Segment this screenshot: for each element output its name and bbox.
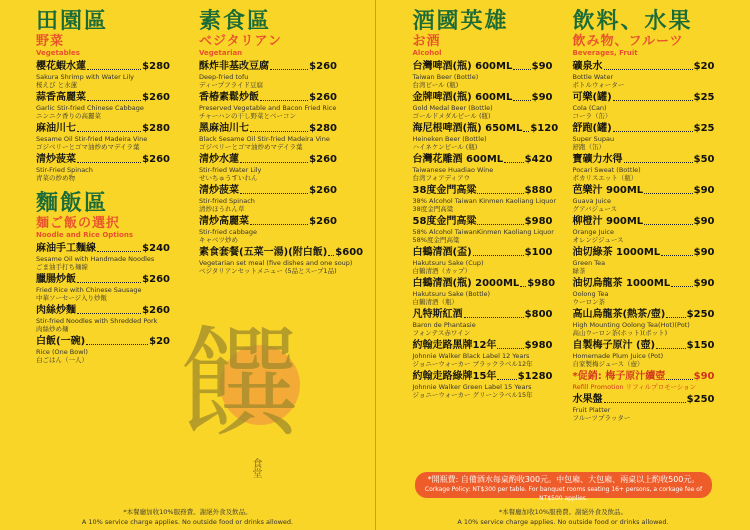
item-name: 臘腸炒飯 [36, 274, 76, 285]
menu-item-row [36, 274, 170, 286]
item-subtitle: 高山ウーロン茶(ホット)(ポット) [572, 329, 668, 337]
item-price: $150 [686, 340, 715, 351]
menu-item-row [573, 154, 715, 166]
item-subtitle: 青菜の炒め物 [36, 174, 75, 182]
leader-dots [656, 348, 686, 349]
item-price: $20 [693, 61, 715, 72]
leader-dots [497, 379, 516, 380]
item-name: 白鶴清酒(盃) [412, 247, 472, 258]
item-name: 白鶴清酒(瓶) 2000ML [412, 278, 520, 289]
menu-item-row [199, 123, 337, 135]
leader-dots [77, 282, 141, 283]
item-subtitle: Preserved Vegetable and Bacon Fried Rice [199, 104, 337, 112]
menu-item-row [573, 247, 715, 259]
item-subtitle: 自家製梅ジュース（壺） [572, 360, 644, 368]
item-subtitle: 台湾ビール (瓶) [412, 81, 459, 89]
leader-dots [497, 348, 523, 349]
item-subtitle: グアバジュース [572, 205, 618, 213]
menu-item [36, 92, 170, 120]
section-title-jp: ベジタリアン [199, 34, 282, 49]
item-subtitle: Vegetarian set meal (five dishes and one soup) [199, 259, 353, 267]
footer-note-cn: *本餐廳加收10%服務費。謝絕外食及飲品。 [123, 508, 252, 516]
menu-item [36, 61, 170, 89]
leader-dots [671, 286, 692, 287]
left-column-1 [36, 8, 170, 367]
item-subtitle: コーラ（缶） [572, 112, 612, 120]
item-subtitle: Deep-fried tofu [199, 73, 249, 81]
item-subtitle: キャベツ炒め [199, 236, 238, 244]
menu-item-row [413, 92, 553, 104]
item-price: $980 [524, 216, 553, 227]
item-subtitle: オレンジジュース [572, 236, 624, 244]
item-subtitle: Fried Rice with Chinese Sausage [36, 286, 142, 294]
menu-item [413, 247, 553, 275]
menu-item-row [199, 92, 337, 104]
item-price: $280 [309, 123, 337, 134]
item-subtitle: せいちゅうすいれん [199, 174, 258, 182]
leader-dots [270, 69, 308, 70]
item-price: $25 [693, 92, 715, 103]
item-name: 香椿素鬆炒飯 [199, 92, 259, 103]
item-price: $600 [335, 247, 364, 258]
menu-item [413, 154, 553, 182]
leader-dots [97, 251, 141, 252]
item-price: $260 [142, 274, 170, 285]
leader-dots [604, 69, 693, 70]
item-subtitle: Stir-Fried Spinach [36, 166, 93, 174]
menu-item-row [199, 61, 337, 73]
menu-item [573, 371, 715, 391]
menu-item-row [413, 154, 553, 166]
leader-dots [613, 100, 693, 101]
leader-dots [464, 317, 524, 318]
item-name: 清炒菠菜 [36, 154, 76, 165]
item-name: 高山烏龍茶(熱茶/壺) [572, 309, 666, 320]
item-name: 金牌啤酒(瓶) 600ML [412, 92, 513, 103]
item-price: $280 [142, 123, 170, 134]
menu-item-row [413, 340, 553, 352]
item-price: $100 [524, 247, 553, 258]
menu-section [199, 8, 364, 275]
menu-item [199, 216, 337, 244]
leader-dots [86, 344, 148, 345]
menu-item [199, 185, 337, 213]
item-subtitle: Fruit Platter [572, 406, 611, 414]
item-price: $280 [142, 61, 170, 72]
item-price: $980 [524, 340, 553, 351]
leader-dots [513, 69, 530, 70]
item-subtitle: Super Supau [572, 135, 615, 143]
menu-item-row [573, 371, 715, 383]
menu-item [573, 61, 715, 89]
leader-dots [477, 224, 523, 225]
menu-item [413, 61, 553, 89]
item-subtitle: ベジタリアンセットメニュー (5品とスープ1品) [199, 267, 337, 275]
item-name: *促銷: 梅子原汁續壺 [572, 371, 666, 382]
menu-item-row [36, 154, 170, 166]
item-subtitle: ゴジベリーとゴマ油炒めマデイラ葉 [199, 143, 303, 151]
menu-item-row [413, 185, 553, 197]
item-subtitle: Bottle Water [572, 73, 614, 81]
item-subtitle: ごま油手打ち麺線 [36, 263, 88, 271]
leader-dots [624, 162, 693, 163]
menu-page-right [376, 0, 750, 530]
item-subtitle: 台湾フォアディアウ [412, 174, 471, 182]
item-name: 寶礦力水得 [572, 154, 623, 165]
menu-item [573, 92, 715, 120]
item-subtitle: 38度金門高粱 [412, 205, 454, 213]
item-subtitle: Homemade Plum Juice (Pot) [572, 352, 664, 360]
item-subtitle: ジョニーウォーカー グリーンラベル15年 [412, 391, 533, 399]
menu-section [36, 8, 170, 182]
item-price: $90 [693, 185, 715, 196]
menu-item-row [573, 92, 715, 104]
item-price: $90 [693, 216, 715, 227]
item-price: $260 [142, 154, 170, 165]
menu-item [36, 243, 170, 271]
item-subtitle: チャーハンの干し野菜とベーコン [199, 112, 296, 120]
leader-dots [604, 402, 686, 403]
menu-item-row [36, 305, 170, 317]
menu-item [36, 305, 170, 333]
item-subtitle: Taiwan Beer (Bottle) [412, 73, 479, 81]
menu-item [36, 274, 170, 302]
item-subtitle: Heineken Beer (Bottle) [412, 135, 487, 143]
menu-item [199, 154, 337, 182]
leader-dots [613, 131, 693, 132]
section-title-jp: 飲み物、フルーツ [572, 34, 684, 49]
menu-item [413, 216, 553, 244]
section-title-en: Alcohol [412, 49, 442, 57]
menu-item-row [573, 340, 715, 352]
item-name: 肉絲炒麵 [36, 305, 76, 316]
menu-item [573, 123, 715, 151]
menu-item [412, 185, 556, 213]
corkage-policy-en: Corkage Policy: NT$300 per table. For banquet rooms seating 16+ persons, a corkage fee of NT$500 applies. [424, 486, 703, 502]
item-name: 麻油川七 [36, 123, 76, 134]
item-price: $260 [309, 61, 337, 72]
menu-item-row [413, 247, 553, 259]
item-subtitle: 白鶴清酒（瓶） [412, 298, 458, 306]
footer-note-cn: *本餐廳加收10%服務費。謝絕外食及飲品。 [498, 508, 628, 516]
section-title: 酒國英雄 [412, 8, 509, 34]
item-subtitle: 白ごはん（一人） [36, 356, 88, 364]
section-title: 田園區 [36, 8, 109, 34]
leader-dots [666, 317, 685, 318]
item-price: $260 [142, 92, 170, 103]
item-subtitle: 58% Alcohol TaiwanKinmen Kaoliang Liquor [412, 228, 554, 236]
menu-item-row [36, 336, 170, 348]
item-subtitle: Stir-fried Water Lily [199, 166, 262, 174]
menu-item [573, 185, 715, 213]
menu-item [412, 278, 556, 306]
menu-item-row [36, 92, 170, 104]
menu-item-row [36, 61, 170, 73]
leader-dots [504, 162, 523, 163]
item-subtitle: Stir-fried cabbage [199, 228, 257, 236]
item-price: $420 [524, 154, 553, 165]
item-subtitle: 舒跑（缶） [572, 143, 605, 151]
item-price: $250 [686, 309, 715, 320]
leader-dots [77, 162, 141, 163]
item-subtitle: 中華ソーセージ入り炒飯 [36, 294, 107, 302]
menu-item-row [199, 247, 364, 259]
section-title-jp: 野菜 [36, 34, 65, 49]
menu-item [573, 247, 715, 275]
menu-item [413, 371, 553, 399]
item-subtitle: ジョニーウォーカー ブラックラベル12年 [412, 360, 533, 368]
item-price: $260 [142, 305, 170, 316]
menu-item [36, 123, 170, 151]
leader-dots [87, 100, 141, 101]
item-subtitle: 38% Alcohol Taiwan Kinmen Kaoliang Liquor [412, 197, 556, 205]
leader-dots [250, 131, 308, 132]
item-subtitle: Orange Juice [572, 228, 614, 236]
leader-dots [87, 69, 141, 70]
item-name: 酥炸非基改豆腐 [199, 61, 269, 72]
menu-item-row [573, 216, 715, 228]
item-name: 柳橙汁 900ML [572, 216, 644, 227]
item-name: 58度金門高粱 [412, 216, 477, 227]
menu-item [412, 123, 559, 151]
leader-dots [328, 255, 334, 256]
leader-dots [77, 131, 141, 132]
menu-item-row [199, 185, 337, 197]
item-subtitle: Hakutsuru Sake (Cup) [412, 259, 484, 267]
item-subtitle: Pocari Sweat (Bottle) [572, 166, 641, 174]
item-price: $800 [524, 309, 553, 320]
leader-dots [473, 255, 524, 256]
item-name: 38度金門高粱 [412, 185, 477, 196]
item-name: 水果盤 [572, 394, 603, 405]
corkage-policy-banner [415, 472, 712, 502]
leader-dots [520, 286, 526, 287]
menu-item [573, 340, 715, 368]
item-subtitle: ハイネケンビール (瓶) [412, 143, 478, 151]
item-subtitle: Oolong Tea [572, 290, 609, 298]
item-name: 清炒水蓮 [199, 154, 239, 165]
item-subtitle: Stir-fried Noodles with Shredded Pork [36, 317, 158, 325]
leader-dots [666, 379, 692, 380]
section-title-jp: 麺ご飯の選択 [36, 216, 121, 231]
item-subtitle: Gold Medal Beer (Bottle) [412, 104, 493, 112]
item-subtitle: Sesame Oil with Handmade Noodles [36, 255, 155, 263]
section-title-en: Vegetarian [199, 49, 243, 57]
item-name: 台灣花雕酒 600ML [412, 154, 504, 165]
item-price: $90 [693, 371, 715, 382]
right-column-2 [573, 8, 715, 425]
menu-item-row [413, 216, 553, 228]
menu-item [199, 247, 364, 275]
item-subtitle: Johnnie Walker Black Label 12 Years [412, 352, 530, 360]
item-name: 油切烏龍茶 1000ML [572, 278, 671, 289]
item-subtitle: フルーツプラッター [572, 414, 631, 422]
item-subtitle: 桜えび と水蓮 [36, 81, 78, 89]
logo-small-mark: 食堂 [250, 458, 261, 478]
item-subtitle: 緑茶 [572, 267, 586, 275]
item-name: 清炒菠菜 [199, 185, 239, 196]
item-name: 蒜香高麗菜 [36, 92, 86, 103]
section-title: 麵飯區 [36, 190, 109, 216]
item-name: 清炒高麗菜 [199, 216, 249, 227]
menu-item [36, 154, 170, 182]
item-price: $260 [309, 92, 337, 103]
leader-dots [77, 313, 141, 314]
leader-dots [240, 193, 308, 194]
item-subtitle: Rice (One Bowl) [36, 348, 88, 356]
item-name: 舒跑(罐) [572, 123, 612, 134]
item-subtitle: Taiwanese Huadiao Wine [412, 166, 494, 174]
menu-item-row [413, 371, 553, 383]
item-subtitle: 58%度金門高粱 [412, 236, 460, 244]
item-subtitle: Garlic Stir-fried Chinese Cabbage [36, 104, 144, 112]
item-price: $25 [693, 123, 715, 134]
menu-item-row [413, 61, 553, 73]
item-subtitle: Guava Juice [572, 197, 611, 205]
item-subtitle: ゴールドメダルビール (瓶) [412, 112, 491, 120]
item-name: 櫻花蝦水蓮 [36, 61, 86, 72]
menu-item-row [573, 61, 715, 73]
menu-item-row [573, 278, 715, 290]
menu-item [199, 123, 337, 151]
item-price: $90 [693, 278, 715, 289]
item-name: 約翰走路黑牌12年 [412, 340, 497, 351]
item-price: $880 [524, 185, 553, 196]
section-title-en: Vegetables [36, 49, 80, 57]
item-name: 凡特斯紅酒 [412, 309, 463, 320]
menu-item-row [573, 185, 715, 197]
item-subtitle: 清炒ほうれん草 [199, 205, 245, 213]
item-price: $20 [149, 336, 170, 347]
corkage-policy-cn: *開瓶費: 自備酒水每桌酌收300元。中包廂、大包廂、兩桌以上酌收500元。 [427, 475, 700, 484]
leader-dots [661, 255, 692, 256]
menu-item-row [36, 243, 170, 255]
menu-item-row [199, 154, 337, 166]
menu-item-row [413, 309, 553, 321]
item-subtitle: ボトルウォーター [572, 81, 625, 89]
menu-section [573, 8, 715, 422]
menu-item [36, 336, 170, 364]
item-name: 海尼根啤酒(瓶) 650ML [412, 123, 523, 134]
item-price: $260 [309, 154, 337, 165]
item-subtitle: Green Tea [572, 259, 606, 267]
item-subtitle: ディープフライド豆腐 [199, 81, 263, 89]
menu-item-row [412, 278, 556, 290]
item-name: 約翰走路綠牌15年 [412, 371, 497, 382]
leader-dots [644, 224, 692, 225]
item-name: 油切綠茶 1000ML [572, 247, 661, 258]
item-subtitle: Black Sesame Oil Stir-fried Madeira Vine [199, 135, 330, 143]
menu-item [413, 340, 553, 368]
item-price: $260 [309, 216, 337, 227]
menu-item-row [199, 216, 337, 228]
menu-item-row [573, 309, 715, 321]
item-name: 台灣啤酒(瓶) 600ML [412, 61, 513, 72]
menu-item [573, 309, 715, 337]
menu-item [573, 216, 715, 244]
leader-dots [250, 224, 308, 225]
item-price: $50 [693, 154, 715, 165]
item-subtitle: ゴジベリーとゴマ油炒めマデイラ葉 [36, 143, 140, 151]
item-name: 芭樂汁 900ML [572, 185, 644, 196]
item-subtitle: 肉絲炒め麺 [36, 325, 69, 333]
leader-dots [644, 193, 692, 194]
menu-item-row [36, 123, 170, 135]
item-subtitle: Johnnie Walker Green Label 15 Years [412, 383, 532, 391]
menu-item [413, 309, 553, 337]
menu-item [199, 61, 337, 89]
menu-item [413, 92, 553, 120]
item-price: $90 [693, 247, 715, 258]
section-title-en: Beverages, Fruit [572, 49, 638, 57]
item-subtitle: Sesame Oil Stir-fried Madeira Vine [36, 135, 148, 143]
item-name: 麻油手工麵線 [36, 243, 96, 254]
item-subtitle: 白鶴清酒（カップ） [412, 267, 471, 275]
right-column-1 [412, 8, 559, 402]
left-column-2 [199, 8, 364, 278]
menu-section [36, 190, 170, 364]
section-title-en: Noodle and Rice Options [36, 231, 134, 239]
leader-dots [260, 100, 308, 101]
item-subtitle: ニンニク香りの高麗菜 [36, 112, 101, 120]
item-price: $90 [531, 92, 553, 103]
menu-item-row [573, 123, 715, 135]
menu-item-row [412, 123, 559, 135]
section-title: 飲料、水果 [572, 8, 693, 34]
item-price: $250 [686, 394, 715, 405]
item-name: 白飯(一碗) [36, 336, 86, 347]
item-name: 素食套餐(五菜一湯)(附白飯) [199, 247, 328, 258]
menu-item [199, 92, 337, 120]
item-subtitle: フォンテス赤ワイン [412, 329, 471, 337]
menu-section [412, 8, 559, 399]
item-price: $1280 [517, 371, 553, 382]
menu-item [573, 278, 715, 306]
item-subtitle: Cola (Can) [572, 104, 607, 112]
calligraphy-logo: 饌 [180, 315, 300, 454]
item-subtitle: Hakutsuru Sake (Bottle) [412, 290, 491, 298]
item-price: $90 [531, 61, 553, 72]
item-price: $240 [142, 243, 170, 254]
menu-item-row [573, 394, 715, 406]
item-name: 礦泉水 [572, 61, 603, 72]
item-subtitle: ウーロン茶 [572, 298, 605, 306]
menu-item [573, 154, 715, 182]
footer-note-en: A 10% service charge applies. No outside food or drinks allowed. [81, 518, 294, 526]
leader-dots [477, 193, 523, 194]
item-subtitle: Baron de Phantasie [412, 321, 476, 329]
item-price: $120 [530, 123, 559, 134]
item-name: 黑麻油川七 [199, 123, 249, 134]
item-subtitle: Refill Promotion リフィルプロモーション [572, 383, 697, 391]
item-price: $980 [527, 278, 556, 289]
leader-dots [523, 131, 529, 132]
item-subtitle: High Mounting Oolong Tea(Hot)(Pot) [572, 321, 690, 329]
item-name: 自製梅子原汁 (壺) [572, 340, 656, 351]
leader-dots [240, 162, 308, 163]
section-title: 素食區 [199, 8, 272, 34]
item-name: 可樂(罐) [572, 92, 612, 103]
item-subtitle: Stir-fried Spinach [199, 197, 255, 205]
menu-item [573, 394, 715, 422]
leader-dots [513, 100, 530, 101]
item-subtitle: ポカリスエット（瓶） [572, 174, 638, 182]
item-price: $260 [309, 185, 337, 196]
item-subtitle: Sakura Shrimp with Water Lily [36, 73, 134, 81]
footer-note-en: A 10% service charge applies. No outside food or drinks allowed. [457, 518, 669, 526]
section-title-jp: お酒 [412, 34, 441, 49]
